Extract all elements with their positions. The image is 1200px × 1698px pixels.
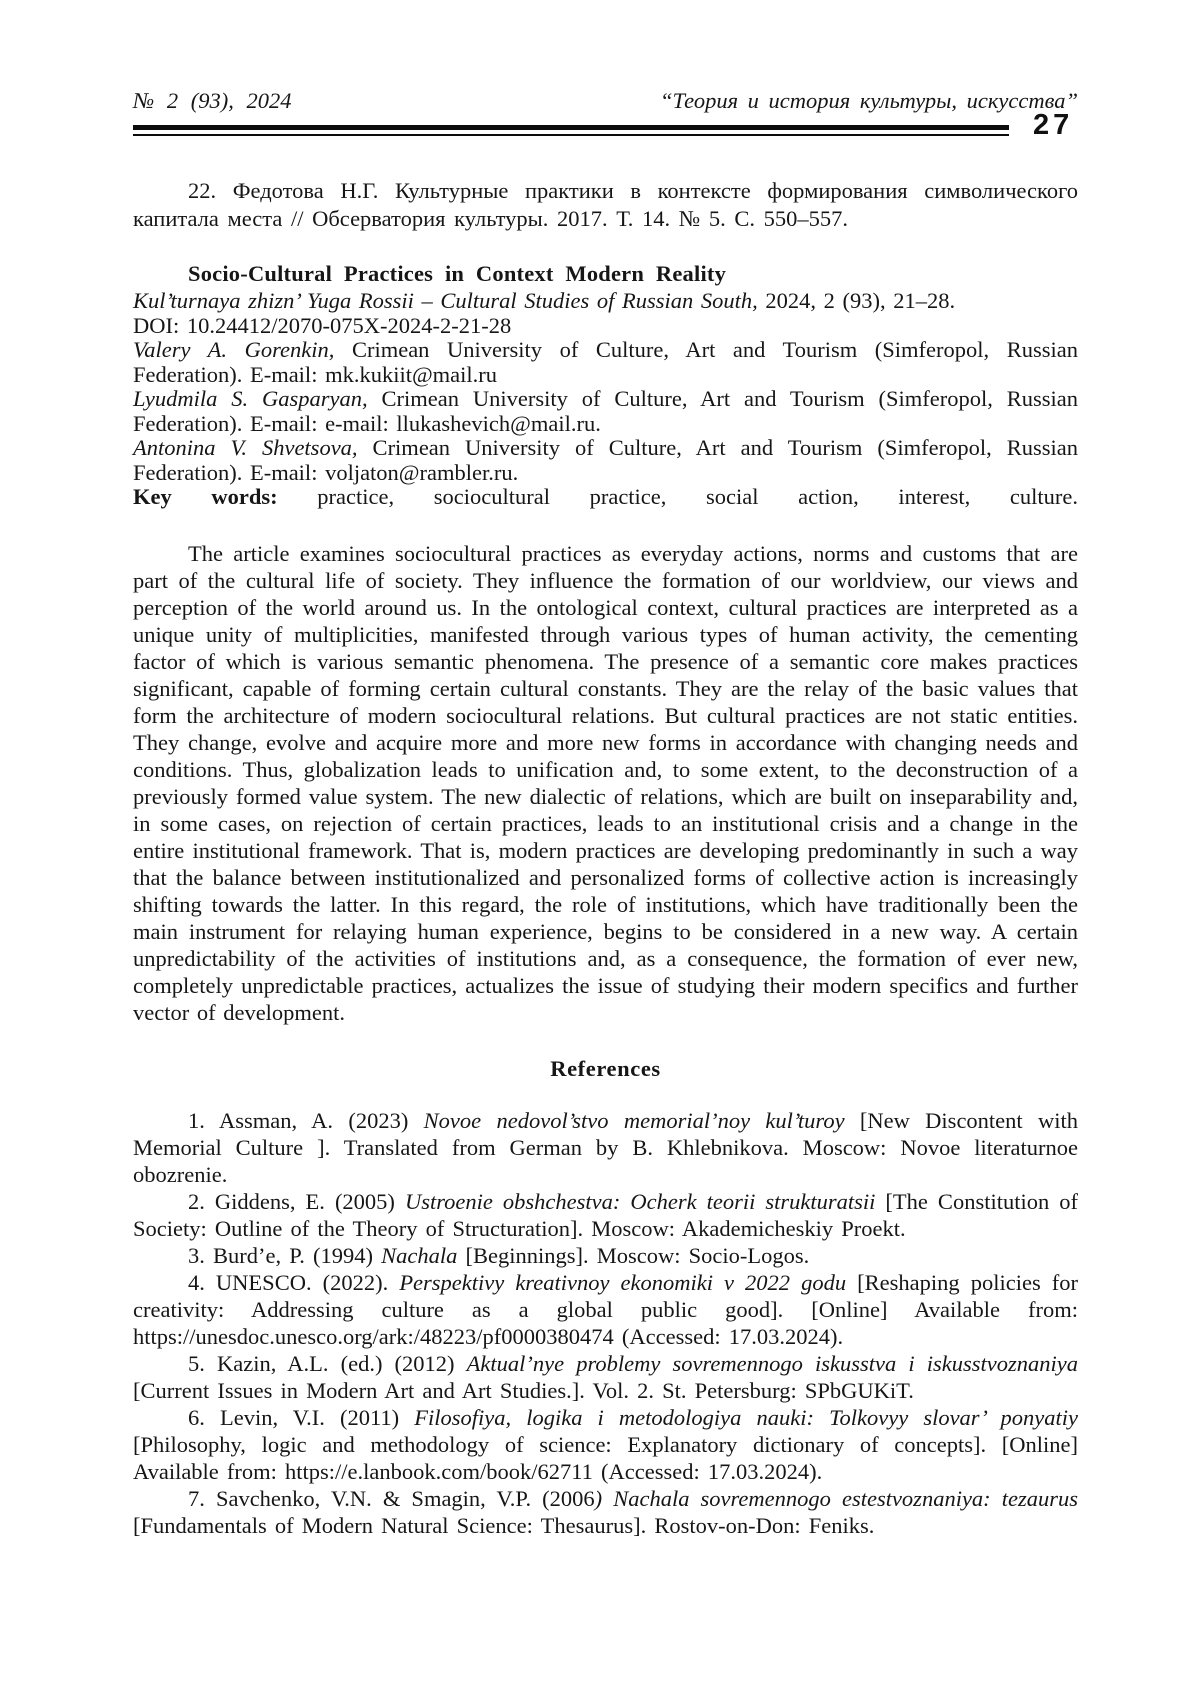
author-entry-2 <box>133 387 1078 436</box>
ref-pre: 7. Savchenko, V.N. & Smagin, V.P. (2006 <box>188 1485 595 1511</box>
ref-pre: 3. Burd’e, P. (1994) <box>188 1242 382 1268</box>
author-name: Antonina V. Shvetsova, <box>133 435 358 460</box>
ref-pre: 2. Giddens, E. (2005) <box>188 1188 405 1214</box>
author-entry-1 <box>133 338 1078 387</box>
ref-title: Nachala <box>381 1242 458 1268</box>
author-affiliation: Crimean University of Culture, Art and Tourism (Simferopol, Russian Federation). E-mail: voljaton@rambler.ru. <box>133 435 1078 485</box>
article-meta-block <box>133 289 1078 510</box>
author-affiliation: Crimean University of Culture, Art and Tourism (Simferopol, Russian Federation). E-mail: e-mail: llukashevich@mail.ru. <box>133 386 1078 436</box>
references-list <box>133 1107 1078 1539</box>
reference-item-5 <box>133 1350 1078 1404</box>
header-rule-row <box>133 109 1078 141</box>
ref-title: ) Nachala sovremennogo estestvoznaniya: tezaurus <box>594 1485 1078 1511</box>
page-number: 27 <box>1033 109 1074 141</box>
ref-title: Filosofiya, logika i metodologiya nauki: Tolkovyy slovar’ ponyatiy <box>414 1404 1078 1430</box>
abstract-text: The article examines sociocultural practices as everyday actions, norms and customs that are part of the cultural life of society. They influence the formation of our worldview, our views and perception of the world around us. In the ontological context, cultural practices are interpreted as a unique unity of multiplicities, manifested through various types of human activity, the cementing factor of which is various semantic phenomena. The presence of a semantic core makes practices significant, capable of forming certain cultural constants. They are the relay of the basic values that form the architecture of modern sociocultural relations. But cultural practices are not static entities. They change, evolve and acquire more and more new forms in accordance with changing needs and conditions. Thus, globalization leads to unification and, to some extent, to the deconstruction of a previously formed value system. The new dialectic of relations, which are built on inseparability and, in some cases, on rejection of certain practices, leads to an institutional crisis and a change in the entire institutional framework. That is, modern practices are developing predominantly in such a way that the balance between institutionalized and personalized forms of collective action is increasingly shifting towards the latter. In this regard, the role of institutions, which have traditionally been the main instrument for relaying human experience, begins to be considered in a new way. A certain unpredictability of the activities of institutions and, as a consequence, the formation of ever new, completely unpredictable practices, actualizes the issue of studying their modern specifics and further vector of development. <box>133 540 1078 1025</box>
ref-post: [New Discontent with Memorial Culture ]. Translated from German by B. Khlebnikova. Moscow: Novoe literaturnoe obozrenie. <box>133 1107 1078 1187</box>
ref-post: [Current Issues in Modern Art and Art Studies.]. Vol. 2. St. Petersburg: SPbGUKiT. <box>133 1377 914 1403</box>
ref-pre: 1. Assman, A. (2023) <box>188 1107 424 1133</box>
reference-item-2 <box>133 1188 1078 1242</box>
ref-post: [Fundamentals of Modern Natural Science: Thesaurus]. Rostov-on-Don: Feniks. <box>133 1512 875 1538</box>
source-line <box>133 289 1078 314</box>
source-issue-pages: 2024, 2 (93), 21–28. <box>757 288 956 313</box>
reference-item-4 <box>133 1269 1078 1350</box>
doi-line: DOI: 10.24412/2070-075X-2024-2-21-28 <box>133 312 512 338</box>
ref-title: Perspektivy kreativnoy ekonomiki v 2022 godu <box>399 1269 847 1295</box>
header-divider <box>133 125 1009 136</box>
ref-pre: 5. Kazin, A.L. (ed.) (2012) <box>188 1350 467 1376</box>
reference-item-6 <box>133 1404 1078 1485</box>
ref-pre: 6. Levin, V.I. (2011) <box>188 1404 415 1430</box>
author-entry-3 <box>133 436 1078 485</box>
ref-title: Aktual’nye problemy sovremennogo iskusstva i iskusstvoznaniya <box>466 1350 1078 1376</box>
keywords-line <box>133 485 1078 510</box>
references-heading: References <box>550 1055 661 1081</box>
ref-post: [Beginnings]. Moscow: Socio-Logos. <box>457 1242 810 1268</box>
citation-entry-22: 22. Федотова Н.Г. Культурные практики в контексте формирования символического капитала места // Обсерватория культуры. 2017. Т. 14. № 5. С. 550–557. <box>133 178 1078 231</box>
journal-title: “Теория и история культуры, искусства” <box>659 88 1078 113</box>
reference-item-7 <box>133 1485 1078 1539</box>
reference-item-3 <box>133 1242 1078 1269</box>
ref-post: [Reshaping policies for creativity: Addressing culture as a global public good]. [Online] Available from: https://unesdoc.unesco.org/ark:/48223/pf0000380474 (Accessed: 17.03.2024). <box>133 1269 1079 1349</box>
keywords-label: Key words: <box>133 484 278 509</box>
ref-post: [The Constitution of Society: Outline of the Theory of Structuration]. Moscow: Akademicheskiy Proekt. <box>133 1188 1078 1241</box>
ref-pre: 4. UNESCO. (2022). <box>188 1269 400 1295</box>
page-header <box>133 88 1078 114</box>
issue-info: № 2 (93), 2024 <box>133 88 292 113</box>
author-affiliation: Crimean University of Culture, Art and Tourism (Simferopol, Russian Federation). E-mail: mk.kukiit@mail.ru <box>133 337 1078 387</box>
ref-title: Novoe nedovol’stvo memorial’noy kul’turoy <box>423 1107 845 1133</box>
article-title: Socio-Cultural Practices in Context Modern Reality <box>188 261 727 286</box>
source-title: Kul’turnaya zhizn’ Yuga Rossii – Cultural Studies of Russian South, <box>133 288 758 313</box>
author-name: Valery A. Gorenkin, <box>133 337 335 362</box>
keywords-text: practice, sociocultural practice, social action, interest, culture. <box>277 484 1078 509</box>
author-name: Lyudmila S. Gasparyan, <box>133 386 368 411</box>
reference-item-1 <box>133 1107 1078 1188</box>
ref-title: Ustroenie obshchestva: Ocherk teorii strukturatsii <box>404 1188 876 1214</box>
ref-post: [Philosophy, logic and methodology of science: Explanatory dictionary of concepts]. [Online] Available from: https://e.lanbook.com/book/62711 (Accessed: 17.03.2024). <box>133 1431 1078 1484</box>
